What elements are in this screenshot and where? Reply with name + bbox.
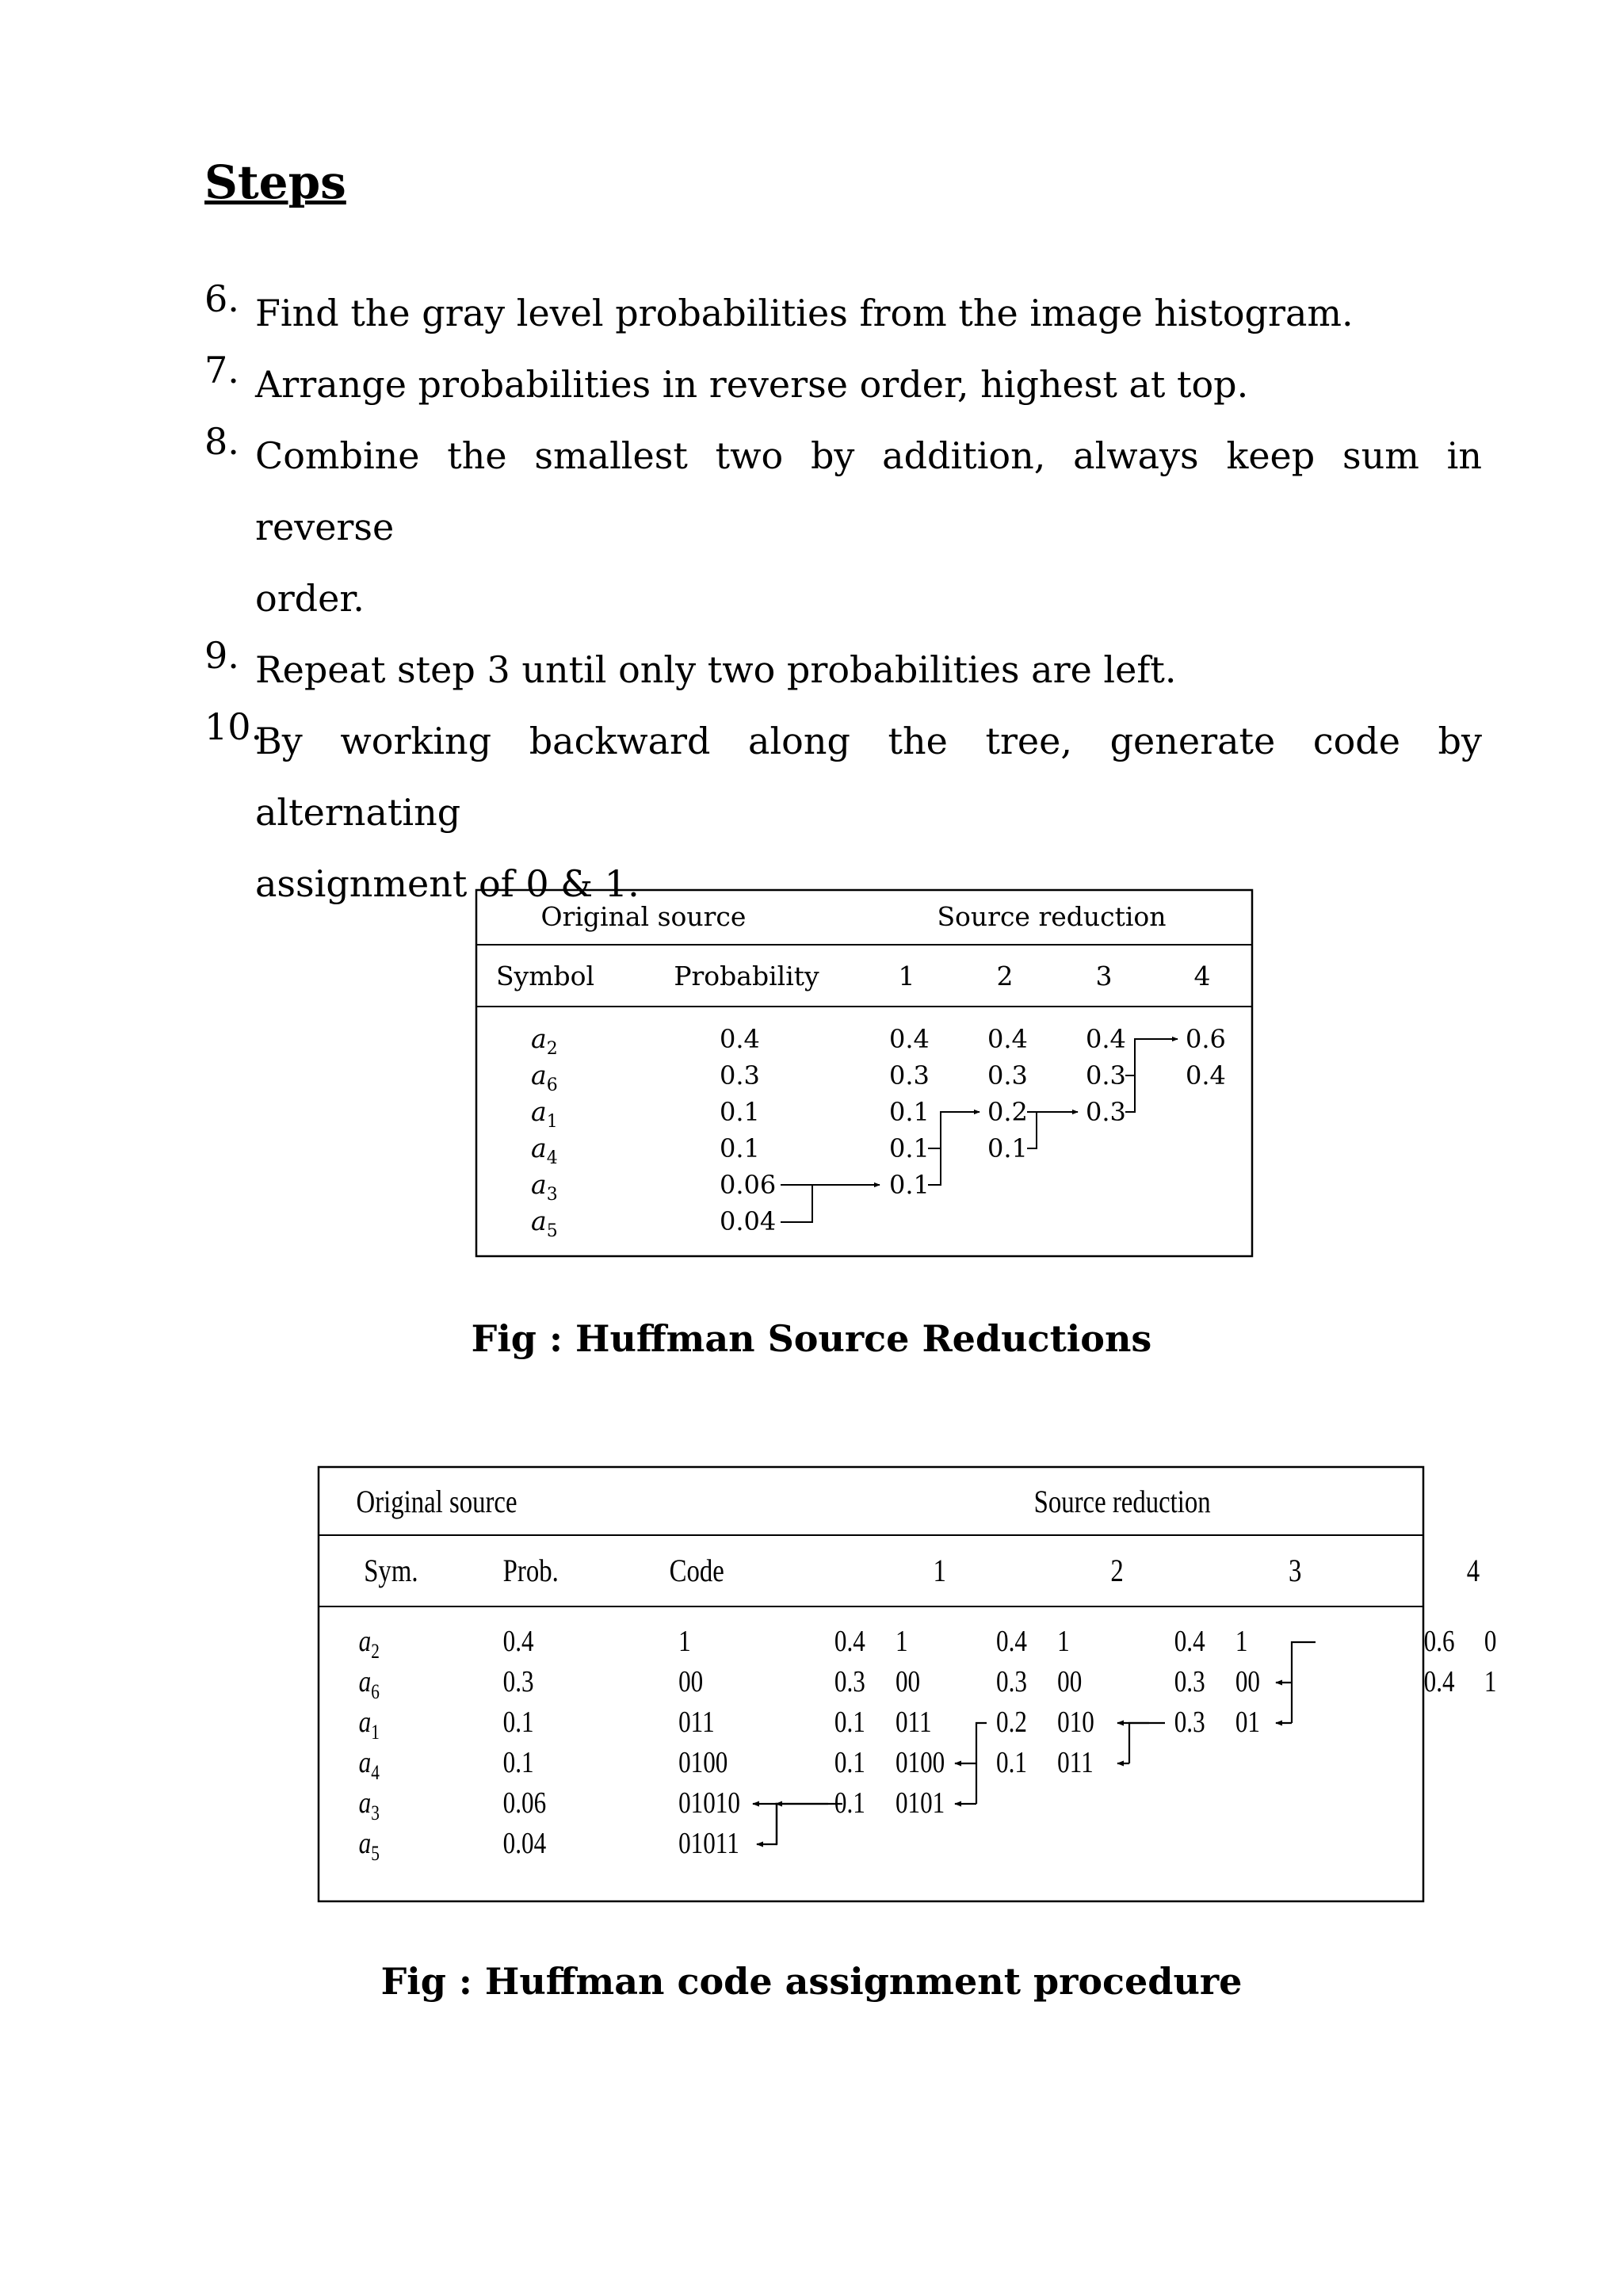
table-2-header-1: 1 xyxy=(933,1552,946,1588)
table-1-r3: 0.4 xyxy=(1086,1024,1126,1054)
table-1-group-original: Original source xyxy=(540,901,747,932)
table-2-arrow xyxy=(757,1804,777,1844)
page-heading: Steps xyxy=(204,155,346,209)
figure-caption-1: Fig : Huffman Source Reductions xyxy=(471,1317,1152,1360)
step-text: Repeat step 3 until only two probabilities are left. xyxy=(255,648,1177,691)
table-1-r4: 0.4 xyxy=(1186,1060,1226,1091)
table-2-symbol: $a_5$ xyxy=(358,1826,380,1866)
table-2-r2-code: 1 xyxy=(1057,1624,1070,1658)
table-2-r1-code: 0101 xyxy=(895,1786,945,1820)
table-1-symbol: $a_6$ xyxy=(531,1060,558,1095)
table-2-r3-prob: 0.3 xyxy=(1174,1664,1205,1698)
table-2-r3-prob: 0.3 xyxy=(1174,1705,1205,1739)
table-2-code: 011 xyxy=(678,1705,715,1739)
table-2-r4-prob: 0.6 xyxy=(1423,1624,1455,1658)
step-number: 10. xyxy=(204,705,263,748)
table-2-code: 1 xyxy=(678,1624,691,1658)
table-2-symbol: $a_3$ xyxy=(358,1786,380,1825)
table-2-group-reduction: Source reduction xyxy=(1033,1483,1211,1519)
table-1-prob: 0.04 xyxy=(720,1206,777,1236)
table-2-r1-prob: 0.1 xyxy=(834,1786,865,1820)
table-2-r2-code: 00 xyxy=(1057,1664,1083,1698)
table-1-r1: 0.1 xyxy=(889,1170,930,1200)
table-2-r2-prob: 0.3 xyxy=(996,1664,1027,1698)
table-1-header-symbol: Symbol xyxy=(495,961,595,991)
table-2-symbol: $a_1$ xyxy=(358,1705,380,1744)
table-2-r4-code: 1 xyxy=(1484,1664,1497,1698)
table-2-r2-prob: 0.4 xyxy=(996,1624,1027,1658)
table-1-prob: 0.3 xyxy=(720,1060,760,1091)
table-2-line xyxy=(1292,1642,1316,1723)
table-2-header-4: 4 xyxy=(1466,1552,1480,1588)
step-number: 6. xyxy=(204,277,239,320)
table-2-prob: 0.04 xyxy=(502,1826,547,1860)
table-2-group-original: Original source xyxy=(356,1483,517,1519)
table-2-r1-code: 011 xyxy=(895,1705,932,1739)
table-1-r3: 0.3 xyxy=(1086,1097,1126,1127)
table-2-r4-code: 0 xyxy=(1484,1624,1497,1658)
table-2-r2-prob: 0.1 xyxy=(996,1745,1027,1779)
table-2-r1-prob: 0.1 xyxy=(834,1745,865,1779)
table-2-r4-prob: 0.4 xyxy=(1423,1664,1455,1698)
table-1-header-1: 1 xyxy=(898,961,915,991)
step-text: Combine the smallest two by addition, always keep sum in reverse xyxy=(255,434,1482,548)
table-2-r2-prob: 0.2 xyxy=(996,1705,1027,1739)
table-1-symbol: $a_3$ xyxy=(531,1169,558,1205)
table-1-symbol: $a_1$ xyxy=(531,1096,558,1132)
step-text-continued: order. xyxy=(255,577,365,620)
table-1-symbol: $a_2$ xyxy=(531,1023,558,1059)
figure-caption-2: Fig : Huffman code assignment procedure xyxy=(380,1960,1243,2003)
table-1-r1: 0.3 xyxy=(889,1060,930,1091)
table-1-r2: 0.4 xyxy=(987,1024,1028,1054)
table-2-r2-code: 010 xyxy=(1057,1705,1094,1739)
table-2-code: 00 xyxy=(678,1664,704,1698)
step-number: 9. xyxy=(204,634,239,677)
table-2-header-sym: Sym. xyxy=(364,1552,418,1588)
table-1-header-probability: Probability xyxy=(674,961,819,991)
table-2-prob: 0.4 xyxy=(502,1624,534,1658)
table-1-r2: 0.2 xyxy=(987,1097,1028,1127)
table-1-prob: 0.1 xyxy=(720,1133,760,1163)
table-2-symbol: $a_4$ xyxy=(358,1745,380,1785)
table-1-r1: 0.1 xyxy=(889,1097,930,1127)
table-2-symbol: $a_6$ xyxy=(358,1664,380,1704)
step-text-continued: assignment of 0 & 1. xyxy=(255,862,640,905)
table-2-prob: 0.1 xyxy=(502,1705,534,1739)
table-2-r1-code: 1 xyxy=(895,1624,908,1658)
table-2-r1-prob: 0.1 xyxy=(834,1705,865,1739)
table-1-r1: 0.4 xyxy=(889,1024,930,1054)
table-1-symbol: $a_4$ xyxy=(531,1133,558,1168)
table-2-r2-code: 011 xyxy=(1057,1745,1094,1779)
step-number: 8. xyxy=(204,420,239,463)
table-1-prob: 0.4 xyxy=(720,1024,760,1054)
table-2-r3-code: 01 xyxy=(1235,1705,1260,1739)
table-2-r1-prob: 0.4 xyxy=(834,1624,865,1658)
table-2-code: 01010 xyxy=(678,1786,740,1820)
table-1-prob: 0.06 xyxy=(720,1170,777,1200)
table-2-line xyxy=(976,1723,987,1804)
table-2-r1-code: 0100 xyxy=(895,1745,945,1779)
table-2-r3-code: 00 xyxy=(1235,1664,1260,1698)
step-text: Arrange probabilities in reverse order, highest at top. xyxy=(255,363,1249,406)
table-2-r1-code: 00 xyxy=(895,1664,921,1698)
table-1-r3: 0.3 xyxy=(1086,1060,1126,1091)
table-2-r3-prob: 0.4 xyxy=(1174,1624,1205,1658)
table-2-prob: 0.3 xyxy=(502,1664,534,1698)
table-1-group-reduction: Source reduction xyxy=(937,901,1167,932)
step-text: Find the gray level probabilities from the image histogram. xyxy=(255,292,1354,334)
table-2-symbol: $a_2$ xyxy=(358,1624,380,1664)
table-1-header-4: 4 xyxy=(1193,961,1211,991)
table-2-header-2: 2 xyxy=(1110,1552,1124,1588)
table-2-header-code: Code xyxy=(669,1552,724,1588)
table-1-r2: 0.1 xyxy=(987,1133,1028,1163)
table-1-prob: 0.1 xyxy=(720,1097,760,1127)
table-2-header-prob: Prob. xyxy=(502,1552,559,1588)
step-text: By working backward along the tree, generate code by alternating xyxy=(255,720,1482,834)
step-number: 7. xyxy=(204,349,239,392)
table-2-code: 0100 xyxy=(678,1745,728,1779)
table-1-r1: 0.1 xyxy=(889,1133,930,1163)
table-2-prob: 0.06 xyxy=(502,1786,547,1820)
table-1-r4: 0.6 xyxy=(1186,1024,1226,1054)
table-2-header-3: 3 xyxy=(1289,1552,1302,1588)
table-1-header-2: 2 xyxy=(996,961,1014,991)
table-2-r1-prob: 0.3 xyxy=(834,1664,865,1698)
table-2-prob: 0.1 xyxy=(502,1745,534,1779)
table-2-r3-code: 1 xyxy=(1235,1624,1248,1658)
table-1-r2: 0.3 xyxy=(987,1060,1028,1091)
table-1-symbol: $a_5$ xyxy=(531,1205,558,1241)
table-1-header-3: 3 xyxy=(1095,961,1113,991)
table-2-code: 01011 xyxy=(678,1826,739,1860)
table-2-line xyxy=(1129,1723,1165,1763)
